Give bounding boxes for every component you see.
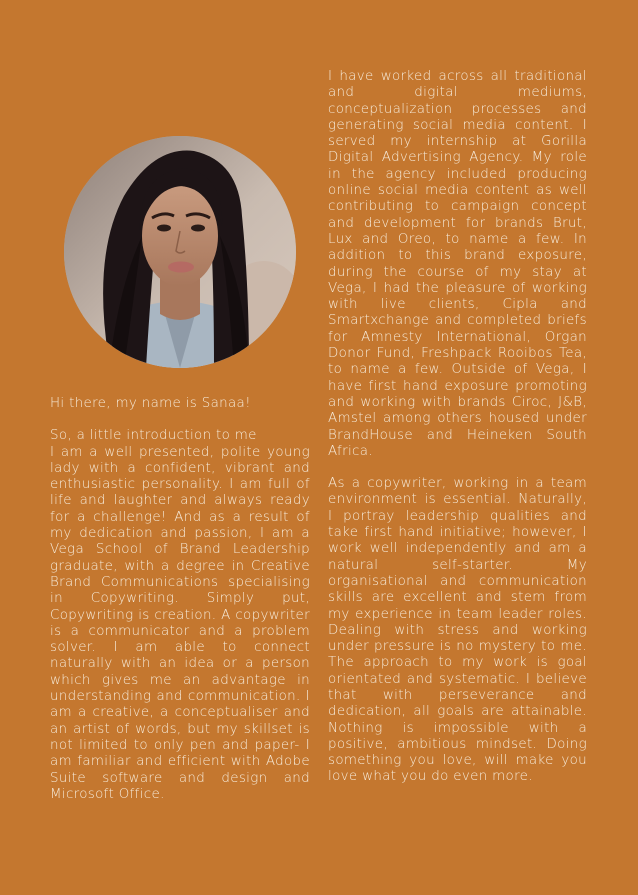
right-column [328,69,587,786]
left-column [50,396,310,803]
profile-photo [64,136,296,368]
experience-paragraph: I have worked across all traditional and digital mediums, conceptualization processes and generating social media content. I served my internship at Gorilla Digital Advertising Agency. My role in the agency included producing online social media content as well contributing to campaign concept and development for brands Brut, Lux and Oreo, to name a few. In addition to this brand exposure, during the course of my stay at Vega, I had the pleasure of working with live clients, Cipla and Smartxchange and completed briefs for Amnesty International, Organ Donor Fund, Freshpack Rooibos Tea, to name a few. Outside of Vega, I have first hand exposure promoting and working with brands Ciroc, J&B, Amstel among others housed under BrandHouse and Heineken South Africa. [328,69,587,459]
paragraph-spacer [328,460,587,476]
teamwork-paragraph: As a copywriter, working in a team environment is essential. Naturally, I portray leadership qualities and take first hand initiative; however, I work well independently and am a natural self-starter. My organisational and communication skills are excellent and stem from my experience in team leader roles. Dealing with stress and working under pressure is no mystery to me. The approach to my work is goal orientated and systematic. I believe that with perseverance and dedication, all goals are attainable. Nothing is impossible with a positive, ambitious mindset. Doing something you love, will make you love what you do even more. [328,476,587,785]
intro-heading: So, a little introduction to me [50,428,257,444]
portrait-illustration [64,136,296,368]
greeting: Hi there, my name is Sanaa! [50,396,251,411]
intro-paragraph: I am a well presented, polite young lady with a confident, vibrant and enthusiastic personality. I am full of life and laughter and always ready for a challenge! And as a result of my dedication and passion, I am a Vega School of Brand Leadership graduate, with a degree in Creative Brand Communications specialising in Copywriting. Simply put, Copywriting is creation. A copywriter is a communicator and a problem solver. I am able to connect naturally with an idea or a person which gives me an advantage in understanding and communication. I am a creative, a conceptualiser and an artist of words, but my skillset is not limited to only pen and paper- I am familiar and efficient with Adobe Suite software and design and Microsoft Office. [50,444,310,802]
